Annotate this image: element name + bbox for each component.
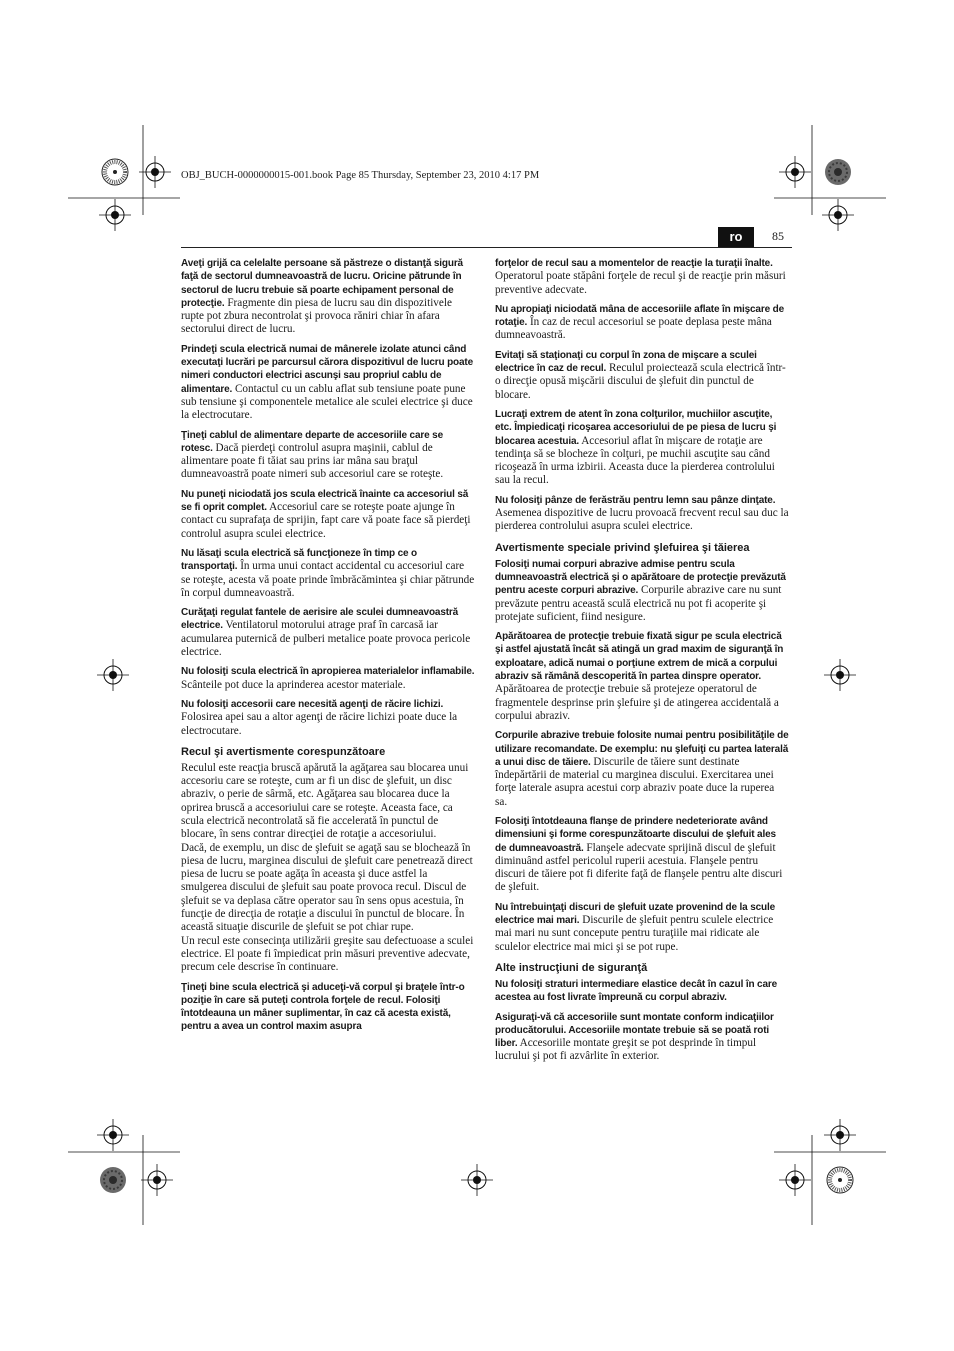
section-heading: Alte instrucţiuni de siguranţă (495, 961, 648, 974)
warning-explanation-text: Ventilatorul motorului atrage praf în carcasă iar acumularea puternică de pulberi metalice poate provoca pericole electrice. (181, 619, 471, 659)
warning-bold-text: Corpurile abrazive trebuie folosite numai pentru posibilităţile de utilizare recomandate. De exemplu: nu şlefuiţi cu partea laterală a unui disc de tăiere. (495, 730, 789, 768)
right-column (495, 257, 789, 1070)
body-paragraph: Dacă, de exemplu, un disc de şlefuit se agaţă sau se blochează în piesa de lucru, marginea discului de şlefuit care penetrează direct piesa de lucru se poate agăţa în aceasta şi duce astfel la smulgerea discului de şlefuit sau poate provoca recul. Discul de şlefuit se va deplasa către operator sau în sens opus acestuia, în funcţie de direcţia de rotaţie a discului în punctul de blocare. În această situaţie discurile de şlefuit se pot chiar rupe. (181, 841, 473, 934)
warning-explanation-text: Discurile de şlefuit pentru sculele electrice mai mari nu sunt concepute pentru turaţiile mai ridicate ale sculelor electrice mai mici şi se pot rupe. (495, 914, 774, 953)
warning-explanation-text: Reculul proiectează scula electrică într-o direcţie opusă mişcării discului de şlefuit din punctul de blocare. (495, 362, 786, 401)
warning-bold-text: Folosiţi întotdeauna flanşe de prindere nedeteriorate având dimensiuni şi forme corespunzătoarte discului de şlefuit ales de dumneavoastră. (495, 815, 776, 854)
warning-bold-text: Apărătoarea de protecţie trebuie fixată sigur pe scula electrică şi astfel ajustată încât să atingă un grad maxim de siguranţă în exploatare, adică numai o porţiune extrem de mică a corpului abraziv să rămână descoperită în partea dinspre operator. (495, 631, 784, 683)
warning-paragraph (181, 488, 475, 541)
warning-bold-text: forţelor de recul sau a momentelor de reacţie la turaţii înalte. (495, 258, 773, 269)
warning-bold-text: Asiguraţi-vă că accesoriile sunt montate conform indicaţiilor producătorului. Accesoriile montate trebuie să se poată roti liber. (495, 1011, 774, 1050)
warning-paragraph (181, 665, 475, 692)
warning-bold-text: Nu folosiţi scula electrică în apropierea materialelor inflamabile. (181, 666, 475, 678)
warning-bold-text: Nu apropiaţi niciodată mâna de accesoriile aflate în mişcare de rotaţie. (495, 303, 784, 329)
warning-paragraph (495, 729, 789, 809)
warning-explanation-text: Accesoriul aflat în mişcare de rotaţie are tendinţa să se blocheze în colţuri, pe muchii ascuţite sau când ricoşează în urma izbirii. Aceasta duce la pierderea controlului sau la recul. (495, 434, 775, 487)
file-info: OBJ_BUCH-0000000015-001.book Page 85 Thursday, September 23, 2010 4:17 PM (181, 170, 540, 181)
section-heading: Recul şi avertismente corespunzătoare (181, 745, 386, 758)
warning-paragraph (495, 815, 789, 895)
warning-paragraph (495, 901, 789, 954)
warning-explanation-text: Corpurile abrazive care nu sunt prevăzute pentru această sculă electrică nu pot fi acoperite şi protejate suficient, fiind nesigure. (495, 584, 782, 623)
warning-explanation-text: Scânteile pot duce la aprinderea acestor materiale. (181, 678, 406, 691)
warning-bold-text: Ţineţi cablul de alimentare departe de accesoriile care se rotesc. (181, 429, 443, 454)
warning-explanation-text: Accesoriile montate greşit se pot desprinde în timpul lucrului şi pot fi azvârlite în exterior. (495, 1037, 757, 1063)
warning-paragraph (495, 558, 789, 624)
warning-paragraph (495, 630, 789, 723)
warning-bold-text: Nu puneţi niciodată jos scula electrică înainte ca accesoriul să se fi oprit complet. (181, 488, 469, 514)
warning-paragraph (495, 494, 789, 534)
warning-bold-text: Nu folosiţi accesorii care necesită agenţi de răcire lichizi. (181, 698, 444, 710)
warning-bold-text: Prindeţi scula electrică numai de mânerele izolate atunci când executaţi lucrări pe parcursul cărora dispozitivul de lucru poate nimeri conductori electrici ascunşi sau propriul cablu de alimentare. (181, 343, 474, 395)
body-paragraph: Reculul este reacţia bruscă apărută la agăţarea sau blocarea unui accesoriu care se roteşte, cum ar fi un disc de şlefuit, un disc abraziv, o perie de sârmă, etc. Agăţarea sau blocarea duce la oprirea bruscă a accesoriului care se roteşte. Aceasta face, ca scula electrică necontrolată să fie accelerată în punctul de blocare, în sens contrar direcţiei de rotaţie a accesoriului. (181, 761, 469, 841)
warning-paragraph (181, 429, 475, 482)
warning-paragraph (495, 408, 789, 488)
warning-explanation-text: Apărătoarea de protecţie trebuie să protejeze operatorul de fragmentele desprinse prin şlefuire şi de atingerea accidentală a corpului abraziv. (495, 683, 779, 722)
language-badge: ro (718, 227, 754, 247)
warning-paragraph (495, 1011, 789, 1064)
warning-explanation-text: Folosirea apei sau a altor agenţi de răcire lichizi poate duce la electrocutare. (181, 711, 458, 737)
warning-paragraph (495, 303, 789, 343)
warning-bold-text: Ţineţi bine scula electrică şi aduceţi-vă corpul şi braţele într-o poziţie în care să puteţi controla forţele de recul. Folosiţi întotdeauna un mâner suplimentar, în caz că acesta există, pentru a avea un control maxim asupra (181, 981, 465, 1033)
warning-explanation-text: Dacă pierdeţi controlul asupra maşinii, cablul de alimentare poate fi tăiat sau prins iar mâna sau braţul dumneavoastră poate nimeri sub accesoriul care se roteşte. (181, 441, 444, 481)
header-rule (181, 247, 792, 248)
warning-bold-text: Nu folosiţi straturi intermediare elastice decât în cazul în care acestea au fost livrate împreună cu corpul abraziv. (495, 978, 778, 1004)
warning-bold-text: Nu lăsaţi scula electrică să funcţioneze în timp ce o transportaţi. (181, 547, 418, 573)
warning-explanation-text: Contactul cu un cablu aflat sub tensiune poate pune sub tensiune şi componentele metalice ale sculei electrice şi duce la electrocutare. (181, 382, 473, 422)
warning-paragraph (181, 698, 475, 738)
warning-paragraph (181, 606, 475, 659)
warning-paragraph (495, 978, 789, 1005)
warning-bold-text: Folosiţi numai corpuri abrazive admise pentru scula dumneavoastră electrică şi o apărătoare de protecţie prevăzută pentru aceste corpuri abrazive. (495, 558, 786, 597)
warning-explanation-text: Asemenea dispozitive de lucru provoacă frecvent recul sau duc la pierderea controlului asupra sculei electrice. (495, 507, 789, 533)
warning-paragraph (181, 547, 475, 600)
page-number: 85 (772, 229, 784, 243)
warning-bold-text: Aveţi grijă ca celelalte persoane să păstreze o distanţă sigură faţă de sectorul dumneavoastră de lucru. Oricine pătrunde în sectorul de lucru trebuie să poarte echipament personal de protecţie. (181, 258, 463, 309)
warning-explanation-text: În urma unui contact accidental cu accesoriul care se roteşte, acesta vă poate prinde îmbrăcămintea şi chiar pătrunde în corpul dumneavoastră. (181, 560, 475, 599)
section-heading: Avertismente speciale privind şlefuirea şi tăierea (495, 541, 750, 554)
warning-explanation-text: Flanşele adecvate sprijină discul de şlefuit diminuând astfel pericolul ruperii acestuia. Flanşele pentru discuri de tăiere pot fi diferite faţă de flanşele pentru alte discuri de şlefuit. (495, 841, 783, 894)
warning-paragraph (181, 981, 475, 1034)
body-paragraph: Un recul este consecinţa utilizării greşite sau defectuoase a sculei electrice. El poate fi împiedicat prin măsuri preventive adecvate, precum cele descrise în continuare. (181, 934, 474, 974)
left-column (181, 257, 475, 1040)
warning-paragraph (181, 343, 475, 423)
warning-paragraph (495, 349, 789, 402)
warning-explanation-text: Operatorul poate stăpâni forţele de recul şi de reacţie prin măsuri preventive adecvate. (495, 270, 786, 296)
warning-bold-text: Lucraţi extrem de atent în zona colţurilor, muchiilor ascuţite, etc. Împiedicaţi ricoşarea accesoriului de pe piesa de lucru şi blocarea acestuia. (495, 408, 777, 447)
warning-paragraph (495, 257, 789, 297)
warning-explanation-text: În caz de recul accesoriul se poate deplasa peste mâna dumneavoastră. (495, 316, 772, 342)
warning-bold-text: Nu întrebuinţaţi discuri de şlefuit uzate provenind de la scule electrice mai mari. (495, 901, 776, 927)
warning-bold-text: Evitaţi să staţionaţi cu corpul în zona de mişcare a sculei electrice în caz de recul. (495, 349, 757, 375)
warning-bold-text: Nu folosiţi pânze de ferăstrău pentru lemn sau pânze dinţate. (495, 494, 776, 506)
warning-explanation-text: Fragmente din piesa de lucru sau din dispozitivele rupte pot zbura necontrolat şi provoca răniri chiar în afara sectorului direct de lucru. (181, 296, 452, 336)
warning-paragraph (181, 257, 475, 337)
warning-bold-text: Curăţaţi regulat fantele de aerisire ale sculei dumneavoastră electrice. (181, 607, 459, 632)
warning-explanation-text: Accesoriul care se roteşte poate ajunge în contact cu suprafaţa de sprijin, fapt care vă poate face să pierdeţi controlul asupra sculei electrice. (181, 501, 471, 540)
warning-explanation-text: Discurile de tăiere sunt destinate îndepărtării de material cu marginea discului. Exercitarea unei forţe laterale asupra acestui corp abraziv poate duce la ruperea sa. (495, 755, 775, 808)
